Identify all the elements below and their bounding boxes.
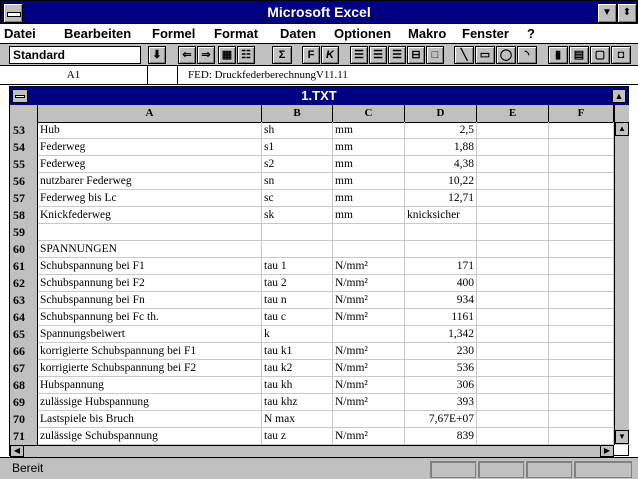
cell-b[interactable]: N max — [262, 411, 333, 428]
cell-b[interactable]: sn — [262, 173, 333, 190]
cell-f[interactable] — [549, 428, 614, 445]
menu-fenster[interactable]: Fenster — [462, 26, 509, 41]
cell-c[interactable] — [333, 241, 405, 258]
cell-d[interactable]: 1161 — [405, 309, 477, 326]
formula-bar — [0, 66, 638, 85]
cell-e[interactable] — [477, 173, 549, 190]
cell-f[interactable] — [549, 275, 614, 292]
cell-c[interactable]: N/mm² — [333, 428, 405, 445]
table-row[interactable] — [10, 275, 614, 292]
cell-f[interactable] — [549, 224, 614, 241]
column-header-c[interactable]: C — [333, 105, 405, 122]
app-title: Microsoft Excel — [267, 4, 371, 20]
maximize-icon[interactable]: ⬍ — [617, 3, 637, 23]
cell-d[interactable]: 10,22 — [405, 173, 477, 190]
cell-a[interactable]: zulässige Hubspannung — [38, 394, 262, 411]
scroll-left-icon[interactable]: ◀ — [10, 445, 24, 457]
row-header[interactable]: 54 — [10, 139, 38, 156]
cell-e[interactable] — [477, 207, 549, 224]
cell-c[interactable] — [333, 224, 405, 241]
status-panel-1 — [430, 461, 476, 478]
style-dropdown-icon[interactable]: ⬇ — [148, 46, 166, 64]
button-tool-icon[interactable]: ▢ — [590, 46, 610, 64]
column-header-row — [10, 105, 628, 123]
table-row[interactable] — [10, 156, 614, 173]
cell-a[interactable]: Schubspannung bei Fc th. — [38, 309, 262, 326]
document-title-text: 1.TXT — [301, 88, 337, 103]
menu-bearbeiten[interactable]: Bearbeiten — [64, 26, 132, 41]
cell-f[interactable] — [549, 343, 614, 360]
cell-reference[interactable]: A1 — [0, 66, 148, 84]
menu-format[interactable]: Format — [214, 26, 259, 41]
row-header[interactable]: 53 — [10, 122, 38, 139]
row-header[interactable]: 61 — [10, 258, 38, 275]
scroll-up-icon[interactable]: ▲ — [615, 122, 629, 136]
cell-e[interactable] — [477, 190, 549, 207]
cell-d[interactable]: 171 — [405, 258, 477, 275]
document-maximize-icon[interactable]: ▲ — [612, 89, 626, 103]
cell-f[interactable] — [549, 309, 614, 326]
document-window — [9, 86, 629, 456]
italic-button[interactable]: K — [321, 46, 339, 64]
cell-b[interactable]: tau kh — [262, 377, 333, 394]
table-row[interactable] — [10, 139, 614, 156]
cell-d[interactable]: 536 — [405, 360, 477, 377]
cell-a[interactable]: Schubspannung bei Fn — [38, 292, 262, 309]
select-all-corner[interactable] — [10, 105, 38, 122]
align-left-icon[interactable]: ☰ — [350, 46, 368, 64]
table-row[interactable] — [10, 411, 614, 428]
cell-a[interactable]: korrigierte Schubspannung bei F1 — [38, 343, 262, 360]
row-header[interactable]: 64 — [10, 309, 38, 326]
cell-f[interactable] — [549, 156, 614, 173]
row-header[interactable]: 56 — [10, 173, 38, 190]
menu-help[interactable]: ? — [527, 26, 535, 41]
cell-b[interactable]: tau 2 — [262, 275, 333, 292]
cell-c[interactable]: mm — [333, 190, 405, 207]
cell-a[interactable]: SPANNUNGEN — [38, 241, 262, 258]
cell-f[interactable] — [549, 258, 614, 275]
menu-optionen[interactable]: Optionen — [334, 26, 392, 41]
cell-f[interactable] — [549, 207, 614, 224]
chart-icon[interactable]: ▮ — [548, 46, 568, 64]
scroll-right-icon[interactable]: ▶ — [600, 445, 614, 457]
table-row[interactable] — [10, 394, 614, 411]
textbox-icon[interactable]: ▤ — [569, 46, 589, 64]
cell-d[interactable]: 7,67E+07 — [405, 411, 477, 428]
column-header-e[interactable]: E — [477, 105, 549, 122]
cell-a[interactable]: Knickfederweg — [38, 207, 262, 224]
document-system-menu-icon[interactable] — [12, 89, 28, 103]
cell-a[interactable]: Federweg bis Lc — [38, 190, 262, 207]
cell-e[interactable] — [477, 224, 549, 241]
cell-d[interactable] — [405, 224, 477, 241]
table-row[interactable] — [10, 122, 614, 139]
cell-e[interactable] — [477, 411, 549, 428]
table-row[interactable] — [10, 207, 614, 224]
row-header[interactable]: 57 — [10, 190, 38, 207]
cell-b[interactable]: tau n — [262, 292, 333, 309]
row-header[interactable]: 71 — [10, 428, 38, 445]
cell-b[interactable]: sh — [262, 122, 333, 139]
cell-a[interactable]: Spannungsbeiwert — [38, 326, 262, 343]
cell-f[interactable] — [549, 173, 614, 190]
table-row[interactable] — [10, 190, 614, 207]
cell-b[interactable] — [262, 241, 333, 258]
formula-content[interactable]: FED: DruckfederberechnungV11.11 — [188, 69, 348, 81]
table-row[interactable] — [10, 241, 614, 258]
cell-d[interactable]: 12,71 — [405, 190, 477, 207]
cell-e[interactable] — [477, 309, 549, 326]
cell-b[interactable]: tau 1 — [262, 258, 333, 275]
cell-e[interactable] — [477, 326, 549, 343]
cell-a[interactable]: korrigierte Schubspannung bei F2 — [38, 360, 262, 377]
table-row[interactable] — [10, 292, 614, 309]
formula-divider — [148, 66, 178, 84]
cell-e[interactable] — [477, 360, 549, 377]
cell-c[interactable] — [333, 326, 405, 343]
cell-b[interactable]: tau k2 — [262, 360, 333, 377]
row-header[interactable]: 66 — [10, 343, 38, 360]
status-text: Bereit — [12, 461, 44, 475]
cell-e[interactable] — [477, 292, 549, 309]
cell-b[interactable]: tau k1 — [262, 343, 333, 360]
minimize-icon[interactable]: ▼ — [597, 3, 617, 23]
cell-c[interactable]: N/mm² — [333, 394, 405, 411]
menu-makro[interactable]: Makro — [408, 26, 447, 41]
autosum-button[interactable]: Σ — [272, 46, 292, 64]
table-row[interactable] — [10, 258, 614, 275]
cell-f[interactable] — [549, 326, 614, 343]
cell-a[interactable]: Federweg — [38, 156, 262, 173]
cell-f[interactable] — [549, 411, 614, 428]
row-header[interactable]: 69 — [10, 394, 38, 411]
cell-e[interactable] — [477, 139, 549, 156]
cell-c[interactable]: N/mm² — [333, 275, 405, 292]
cell-a[interactable]: Schubspannung bei F2 — [38, 275, 262, 292]
row-header[interactable]: 67 — [10, 360, 38, 377]
table-row[interactable] — [10, 377, 614, 394]
menu-bar — [0, 24, 638, 44]
cell-c[interactable]: N/mm² — [333, 343, 405, 360]
cell-d[interactable]: 934 — [405, 292, 477, 309]
cell-a[interactable]: zulässige Schubspannung — [38, 428, 262, 445]
center-across-icon[interactable]: ⊟ — [407, 46, 425, 64]
scroll-down-icon[interactable]: ▼ — [615, 430, 629, 444]
cell-b[interactable]: s2 — [262, 156, 333, 173]
cell-c[interactable] — [333, 411, 405, 428]
row-header[interactable]: 59 — [10, 224, 38, 241]
toolbar — [0, 44, 638, 66]
column-header-a[interactable]: A — [38, 105, 262, 122]
align-right-icon[interactable]: ☰ — [388, 46, 406, 64]
status-panel-4 — [574, 461, 632, 478]
vertical-scrollbar[interactable] — [614, 105, 629, 445]
align-center-icon[interactable]: ☰ — [369, 46, 387, 64]
cell-f[interactable] — [549, 377, 614, 394]
row-header[interactable]: 68 — [10, 377, 38, 394]
cell-a[interactable]: Lastspiele bis Bruch — [38, 411, 262, 428]
cell-f[interactable] — [549, 241, 614, 258]
cell-d[interactable]: 2,5 — [405, 122, 477, 139]
cell-f[interactable] — [549, 190, 614, 207]
cell-e[interactable] — [477, 394, 549, 411]
table-row[interactable] — [10, 326, 614, 343]
select-visible-icon[interactable]: ☷ — [237, 46, 255, 64]
cell-f[interactable] — [549, 394, 614, 411]
oval-icon[interactable]: ◯ — [496, 46, 516, 64]
cell-c[interactable]: mm — [333, 207, 405, 224]
cell-d[interactable]: 230 — [405, 343, 477, 360]
cell-a[interactable]: nutzbarer Federweg — [38, 173, 262, 190]
style-select[interactable]: Standard — [9, 46, 141, 64]
cell-d[interactable]: 306 — [405, 377, 477, 394]
cell-e[interactable] — [477, 241, 549, 258]
cell-e[interactable] — [477, 428, 549, 445]
cell-c[interactable]: mm — [333, 156, 405, 173]
cell-c[interactable]: N/mm² — [333, 258, 405, 275]
row-header[interactable]: 58 — [10, 207, 38, 224]
cell-e[interactable] — [477, 343, 549, 360]
cell-d[interactable]: 393 — [405, 394, 477, 411]
cell-d[interactable]: 839 — [405, 428, 477, 445]
cell-d[interactable] — [405, 241, 477, 258]
cell-e[interactable] — [477, 156, 549, 173]
cell-e[interactable] — [477, 377, 549, 394]
cell-c[interactable]: mm — [333, 139, 405, 156]
status-panel-2 — [478, 461, 524, 478]
rectangle-icon[interactable]: ▭ — [475, 46, 495, 64]
outline-icon[interactable]: ▦ — [218, 46, 236, 64]
cell-b[interactable]: k — [262, 326, 333, 343]
row-header[interactable]: 55 — [10, 156, 38, 173]
cell-b[interactable]: s1 — [262, 139, 333, 156]
menu-datei[interactable]: Datei — [4, 26, 36, 41]
column-header-f[interactable]: F — [549, 105, 614, 122]
cell-a[interactable]: Hub — [38, 122, 262, 139]
row-header[interactable]: 63 — [10, 292, 38, 309]
cell-c[interactable]: mm — [333, 122, 405, 139]
table-row[interactable] — [10, 428, 614, 445]
line-icon[interactable]: ╲ — [454, 46, 474, 64]
table-row[interactable] — [10, 360, 614, 377]
cell-a[interactable]: Schubspannung bei F1 — [38, 258, 262, 275]
camera-icon[interactable]: ◘ — [611, 46, 631, 64]
cell-a[interactable]: Federweg — [38, 139, 262, 156]
cell-d[interactable]: 400 — [405, 275, 477, 292]
cell-c[interactable]: mm — [333, 173, 405, 190]
cell-f[interactable] — [549, 360, 614, 377]
cell-f[interactable] — [549, 139, 614, 156]
cell-e[interactable] — [477, 258, 549, 275]
cell-e[interactable] — [477, 275, 549, 292]
row-header[interactable]: 70 — [10, 411, 38, 428]
cell-f[interactable] — [549, 292, 614, 309]
table-row[interactable] — [10, 173, 614, 190]
document-title — [10, 87, 628, 105]
arc-icon[interactable]: ◝ — [517, 46, 537, 64]
cell-c[interactable]: N/mm² — [333, 292, 405, 309]
table-row[interactable] — [10, 343, 614, 360]
cell-a[interactable]: Hubspannung — [38, 377, 262, 394]
row-header[interactable]: 62 — [10, 275, 38, 292]
table-row[interactable] — [10, 309, 614, 326]
cell-d[interactable]: 4,38 — [405, 156, 477, 173]
cell-b[interactable]: tau khz — [262, 394, 333, 411]
cell-b[interactable] — [262, 224, 333, 241]
title-bar — [0, 0, 638, 24]
cell-grid[interactable] — [10, 122, 614, 445]
column-header-d[interactable]: D — [405, 105, 477, 122]
status-panel-3 — [526, 461, 572, 478]
status-bar — [0, 457, 638, 479]
cell-a[interactable] — [38, 224, 262, 241]
menu-formel[interactable]: Formel — [152, 26, 196, 41]
table-row[interactable] — [10, 224, 614, 241]
cell-d[interactable]: 1,342 — [405, 326, 477, 343]
selection-icon[interactable]: □ — [426, 46, 444, 64]
demote-icon[interactable]: ⇒ — [197, 46, 215, 64]
row-header[interactable]: 65 — [10, 326, 38, 343]
cell-b[interactable]: tau z — [262, 428, 333, 445]
row-header[interactable]: 60 — [10, 241, 38, 258]
cell-d[interactable]: 1,88 — [405, 139, 477, 156]
cell-b[interactable]: sc — [262, 190, 333, 207]
promote-icon[interactable]: ⇐ — [178, 46, 196, 64]
horizontal-scrollbar[interactable] — [10, 445, 614, 457]
cell-c[interactable]: N/mm² — [333, 309, 405, 326]
cell-b[interactable]: tau c — [262, 309, 333, 326]
cell-f[interactable] — [549, 122, 614, 139]
bold-button[interactable]: F — [302, 46, 320, 64]
cell-b[interactable]: sk — [262, 207, 333, 224]
cell-e[interactable] — [477, 122, 549, 139]
menu-daten[interactable]: Daten — [280, 26, 317, 41]
column-header-b[interactable]: B — [262, 105, 333, 122]
cell-c[interactable]: N/mm² — [333, 377, 405, 394]
cell-d[interactable]: knicksicher — [405, 207, 477, 224]
cell-c[interactable]: N/mm² — [333, 360, 405, 377]
